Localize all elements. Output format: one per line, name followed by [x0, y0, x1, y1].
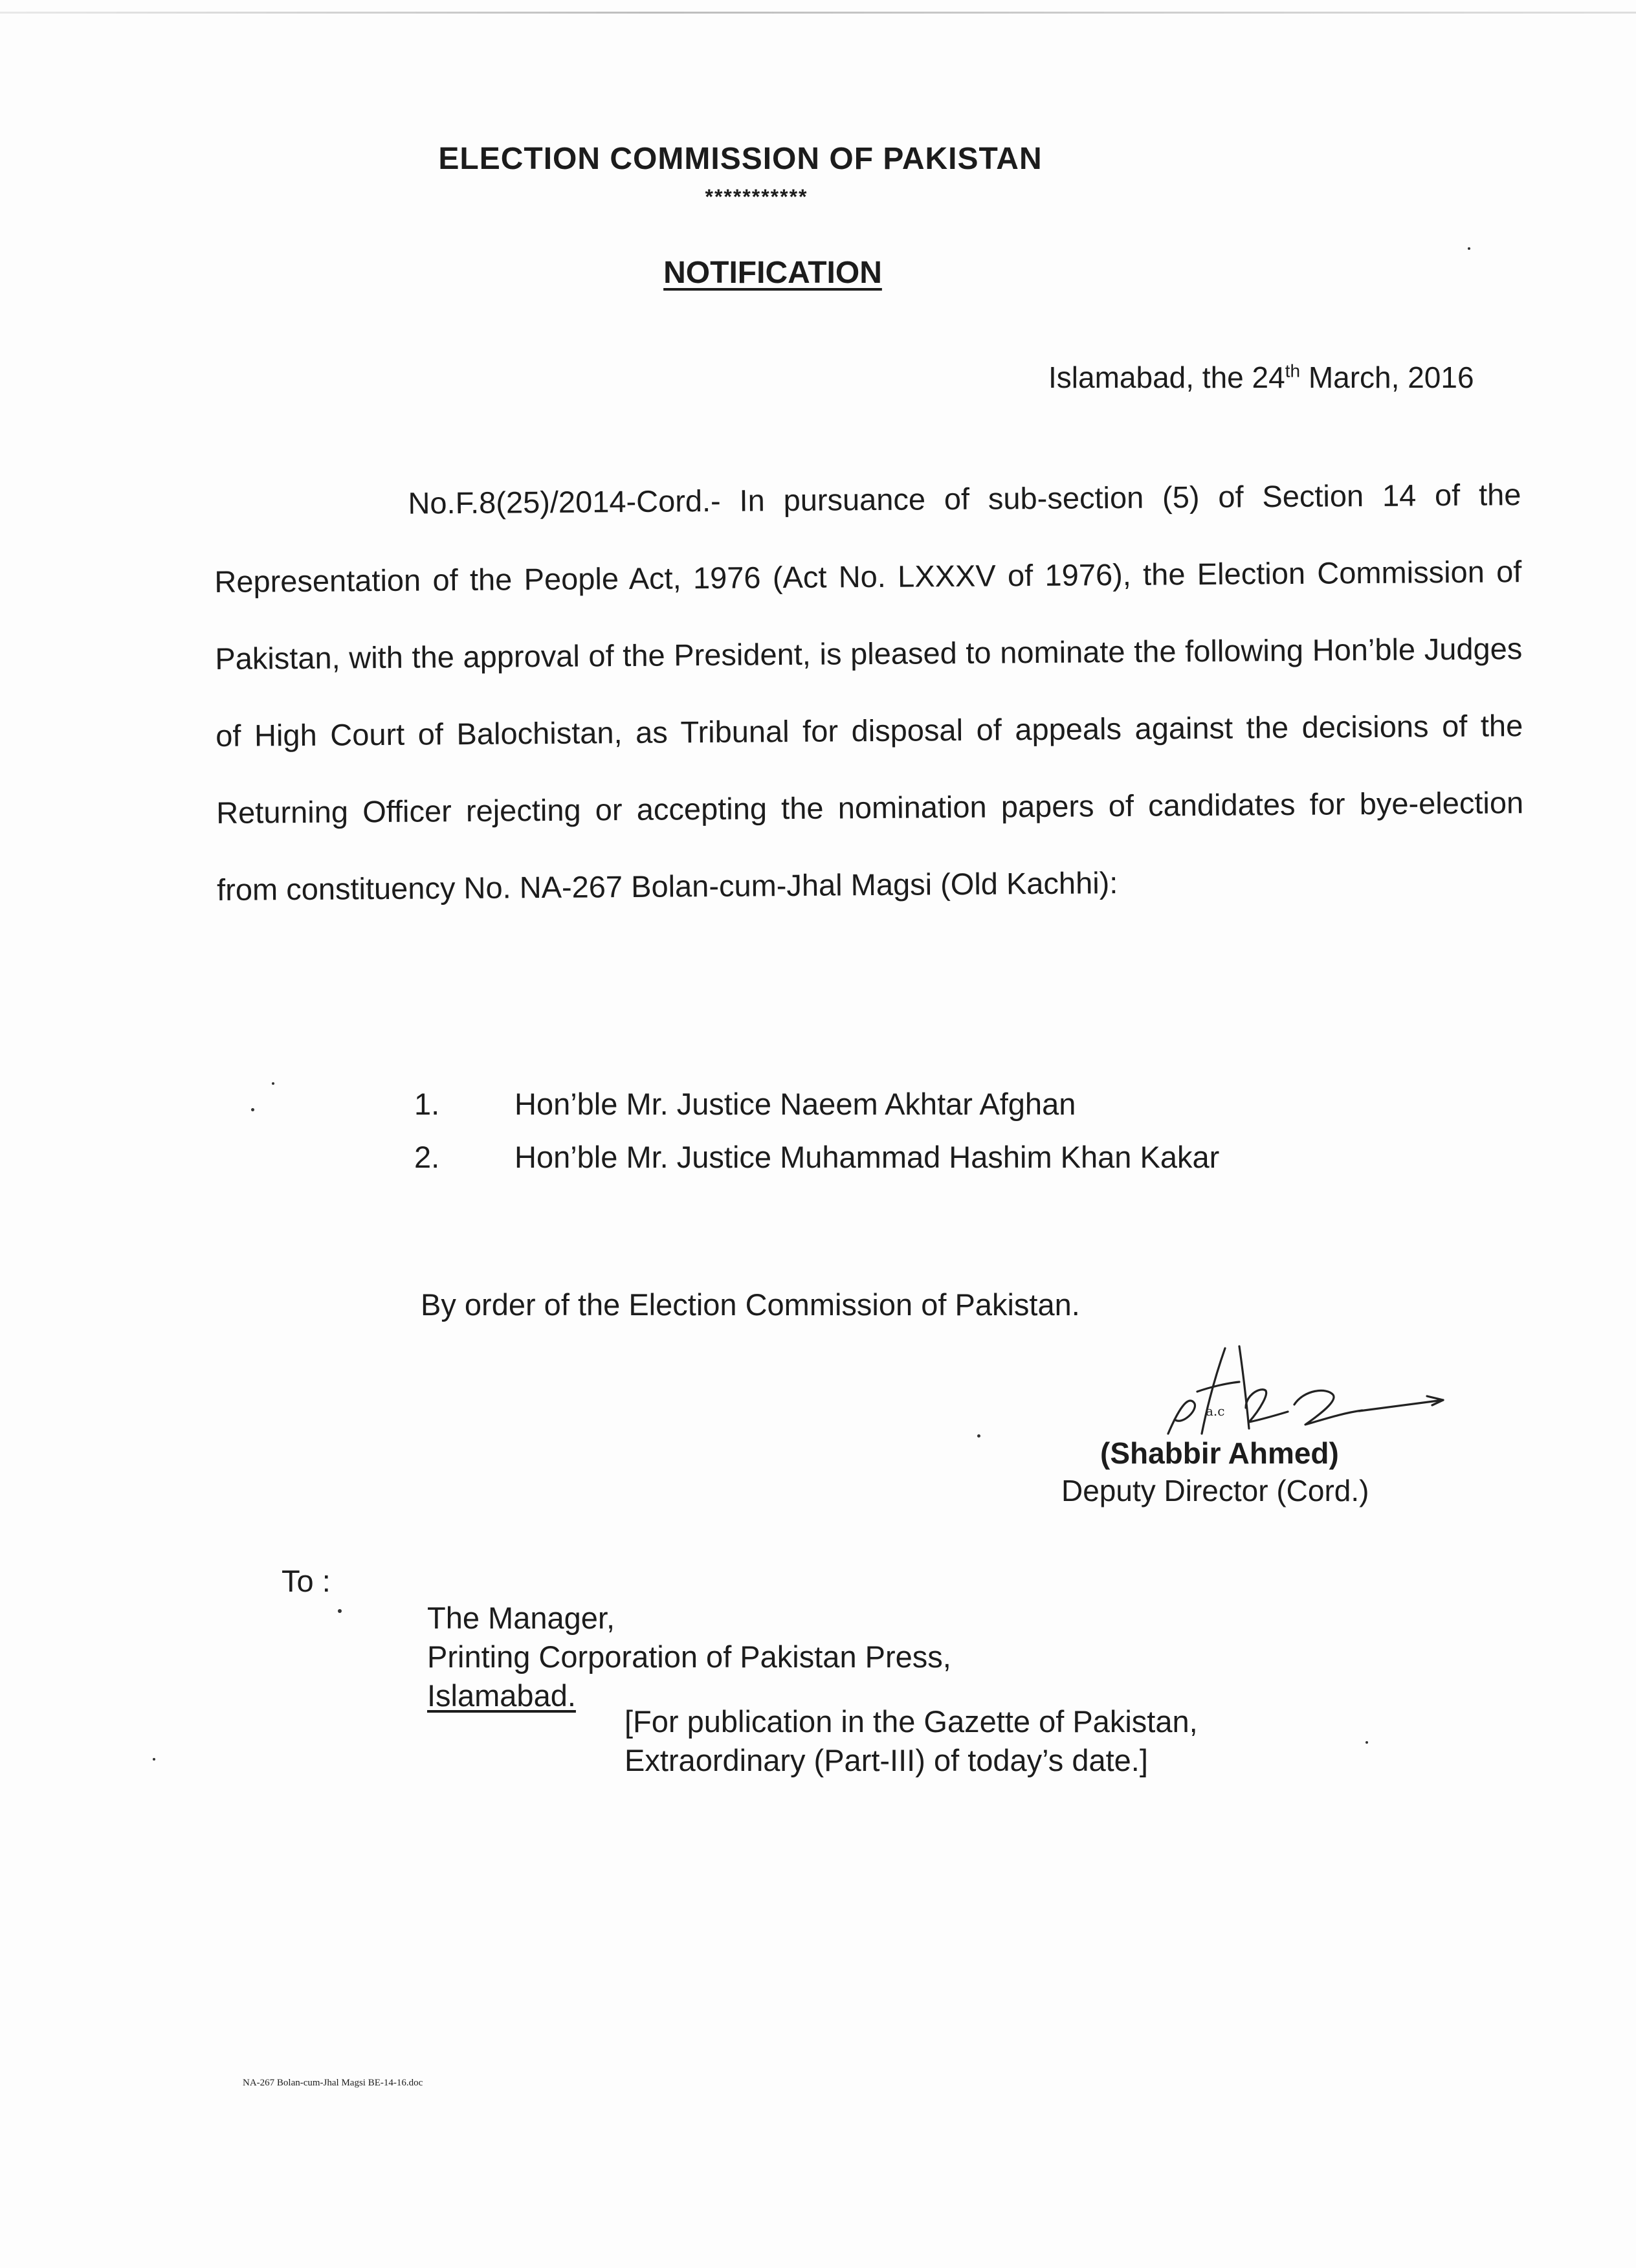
scan-edge-line	[0, 12, 1636, 14]
handwritten-signature	[1149, 1343, 1453, 1440]
dateline-prefix: Islamabad, the 24	[1048, 361, 1285, 394]
organization-heading: ELECTION COMMISSION OF PAKISTAN	[438, 142, 1043, 176]
heading-separator: ***********	[705, 185, 808, 208]
scan-speck	[153, 1758, 155, 1761]
dateline-rest: March, 2016	[1300, 361, 1474, 394]
recipient-line-3: Islamabad.	[427, 1678, 576, 1713]
scan-speck	[338, 1609, 342, 1613]
judges-list	[414, 1078, 1219, 1184]
publication-note-line-1: [For publication in the Gazette of Pakistan,	[625, 1704, 1198, 1739]
scan-speck	[272, 1082, 274, 1085]
recipient-address	[427, 1599, 951, 1715]
list-item	[414, 1131, 1219, 1184]
notification-title: NOTIFICATION	[663, 256, 882, 290]
scan-speck	[977, 1434, 980, 1438]
publication-note	[625, 1702, 1198, 1780]
judge-name: Hon’ble Mr. Justice Naeem Akhtar Afghan	[514, 1087, 1076, 1121]
dateline	[1048, 360, 1474, 395]
scan-speck	[251, 1108, 254, 1111]
list-item	[414, 1078, 1219, 1131]
notification-body: No.F.8(25)/2014-Cord.- In pursuance of sub-section (5) of Section 14 of the Representation of the People Act, 1976 (Act No. LXXXV of 1976), the Election Commission of Pakistan, with the approval of the President, is pleased to nominate the following Hon’ble Judges of High Court of Balochistan, as Tribunal for disposal of appeals against the decisions of the Returning Officer rejecting or accepting the nomination papers of candidates for bye-election from constituency No. NA-267 Bolan-cum-Jhal Magsi (Old Kachhi):	[214, 477, 1524, 907]
svg-text:a.c: a.c	[1206, 1403, 1225, 1419]
scan-speck	[1468, 247, 1470, 250]
dateline-ordinal: th	[1285, 361, 1301, 381]
footer-filename: NA-267 Bolan-cum-Jhal Magsi BE-14-16.doc	[243, 2078, 423, 2088]
order-line: By order of the Election Commission of Pakistan.	[421, 1287, 1080, 1322]
signatory-name: (Shabbir Ahmed)	[1100, 1436, 1339, 1470]
list-item-number: 1.	[414, 1087, 440, 1121]
scan-speck	[1365, 1741, 1368, 1744]
publication-note-line-2: Extraordinary (Part-III) of today’s date.]	[625, 1743, 1148, 1777]
recipient-line-2: Printing Corporation of Pakistan Press,	[427, 1640, 951, 1674]
recipient-line-1: The Manager,	[427, 1601, 615, 1635]
to-label: To :	[282, 1564, 331, 1598]
signatory-designation: Deputy Director (Cord.)	[1061, 1474, 1369, 1507]
judge-name: Hon’ble Mr. Justice Muhammad Hashim Khan Kakar	[514, 1140, 1220, 1174]
list-item-number: 2.	[414, 1140, 440, 1174]
